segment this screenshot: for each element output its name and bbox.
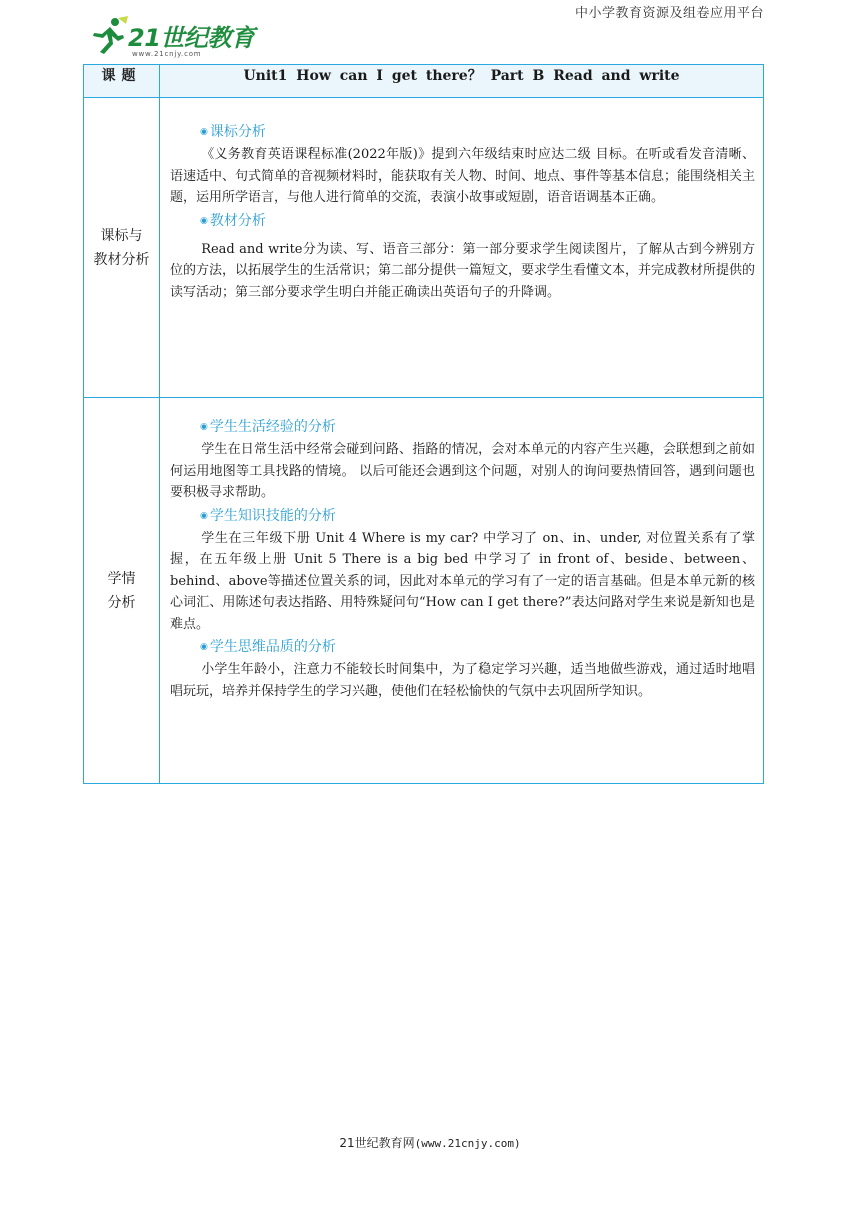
bullet-icon: ◉	[200, 510, 208, 521]
section-title: ◉ 教材分析	[200, 212, 266, 229]
row-label-line: 教材分析	[93, 251, 150, 268]
table-row	[84, 398, 764, 784]
section-text: 《义务教育英语课程标准(2022年版)》提到六年级结束时应达二级 目标。在听或看发音清晰、语速适中、句式简单的音视频材料时，能获取有关人物、时间、地点、事件等基本信息；能围绕相关主题，运用所学语言，与他人进行简单的交流，表演小故事或短剧，语音语调基本正确。	[170, 147, 756, 205]
section-title: ◉ 学生知识技能的分析	[200, 507, 336, 524]
lesson-analysis-table	[83, 64, 764, 784]
section-text: 学生在日常生活中经常会碰到问路、指路的情况，会对本单元的内容产生兴趣，会联想到之前如何运用地图等工具找路的情境。 以后可能还会遇到这个问题，对别人的询问要热情回答，遇到问题也要积极寻求帮助。	[170, 442, 755, 500]
page-footer	[0, 1134, 860, 1151]
bullet-icon: ◉	[200, 642, 208, 652]
bullet-icon: ◉	[200, 215, 208, 226]
topic-title: Unit1 How can I get there？ Part B Read and write	[160, 65, 764, 98]
row-content	[160, 398, 764, 784]
site-logo	[88, 14, 255, 62]
platform-name: 中小学教育资源及组卷应用平台	[574, 6, 764, 21]
section-text: Read and write分为读、写、语音三部分：第一部分要求学生阅读图片，了解从古到今辨别方位的方法，以拓展学生的生活常识；第二部分提供一篇短文，要求学生看懂文本，并完成教材所提供的读写活动；第三部分要求学生明白并能正确读出英语句子的升降调。	[170, 241, 756, 300]
row-label	[84, 398, 160, 784]
row-content	[160, 98, 764, 398]
logo-url: www.21cnjy.com	[132, 50, 202, 58]
table-header-row	[84, 65, 764, 98]
row-label-line: 学情	[107, 570, 136, 587]
logo-text: 21世纪教育	[128, 24, 255, 52]
footer-url: (www.21cnjy.com)	[414, 1137, 521, 1150]
row-label	[84, 98, 160, 398]
bullet-icon: ◉	[200, 127, 208, 137]
bullet-icon: ◉	[200, 422, 208, 432]
section-text: 学生在三年级下册 Unit 4 Where is my car? 中学习了 on、in、under, 对位置关系有了掌握，在五年级上册 Unit 5 There is a big bed 中学习了 in front of、beside、between、behind、above等描述位置关系的词，因此对本单元的学习有了一定的语言基础。但是本单元新的核心词汇、用陈述句表达指路、用特殊疑问句“How can I get there?”表达问路对学生来说是新知也是难点。	[170, 530, 755, 632]
section-title: ◉ 课标分析	[200, 124, 266, 140]
row-label-line: 分析	[107, 594, 136, 611]
table-row	[84, 98, 764, 398]
section-title: ◉ 学生思维品质的分析	[200, 639, 336, 655]
topic-label: 课题	[84, 65, 160, 98]
runner-logo-icon	[88, 16, 130, 56]
footer-site: 21世纪教育网	[339, 1136, 415, 1150]
section-text: 小学生年龄小，注意力不能较长时间集中，为了稳定学习兴趣，适当地做些游戏，通过适时地唱唱玩玩，培养并保持学生的学习兴趣，使他们在轻松愉快的气氛中去巩固所学知识。	[170, 662, 755, 699]
row-label-line: 课标与	[100, 227, 143, 244]
section-title: ◉ 学生生活经验的分析	[200, 419, 336, 435]
